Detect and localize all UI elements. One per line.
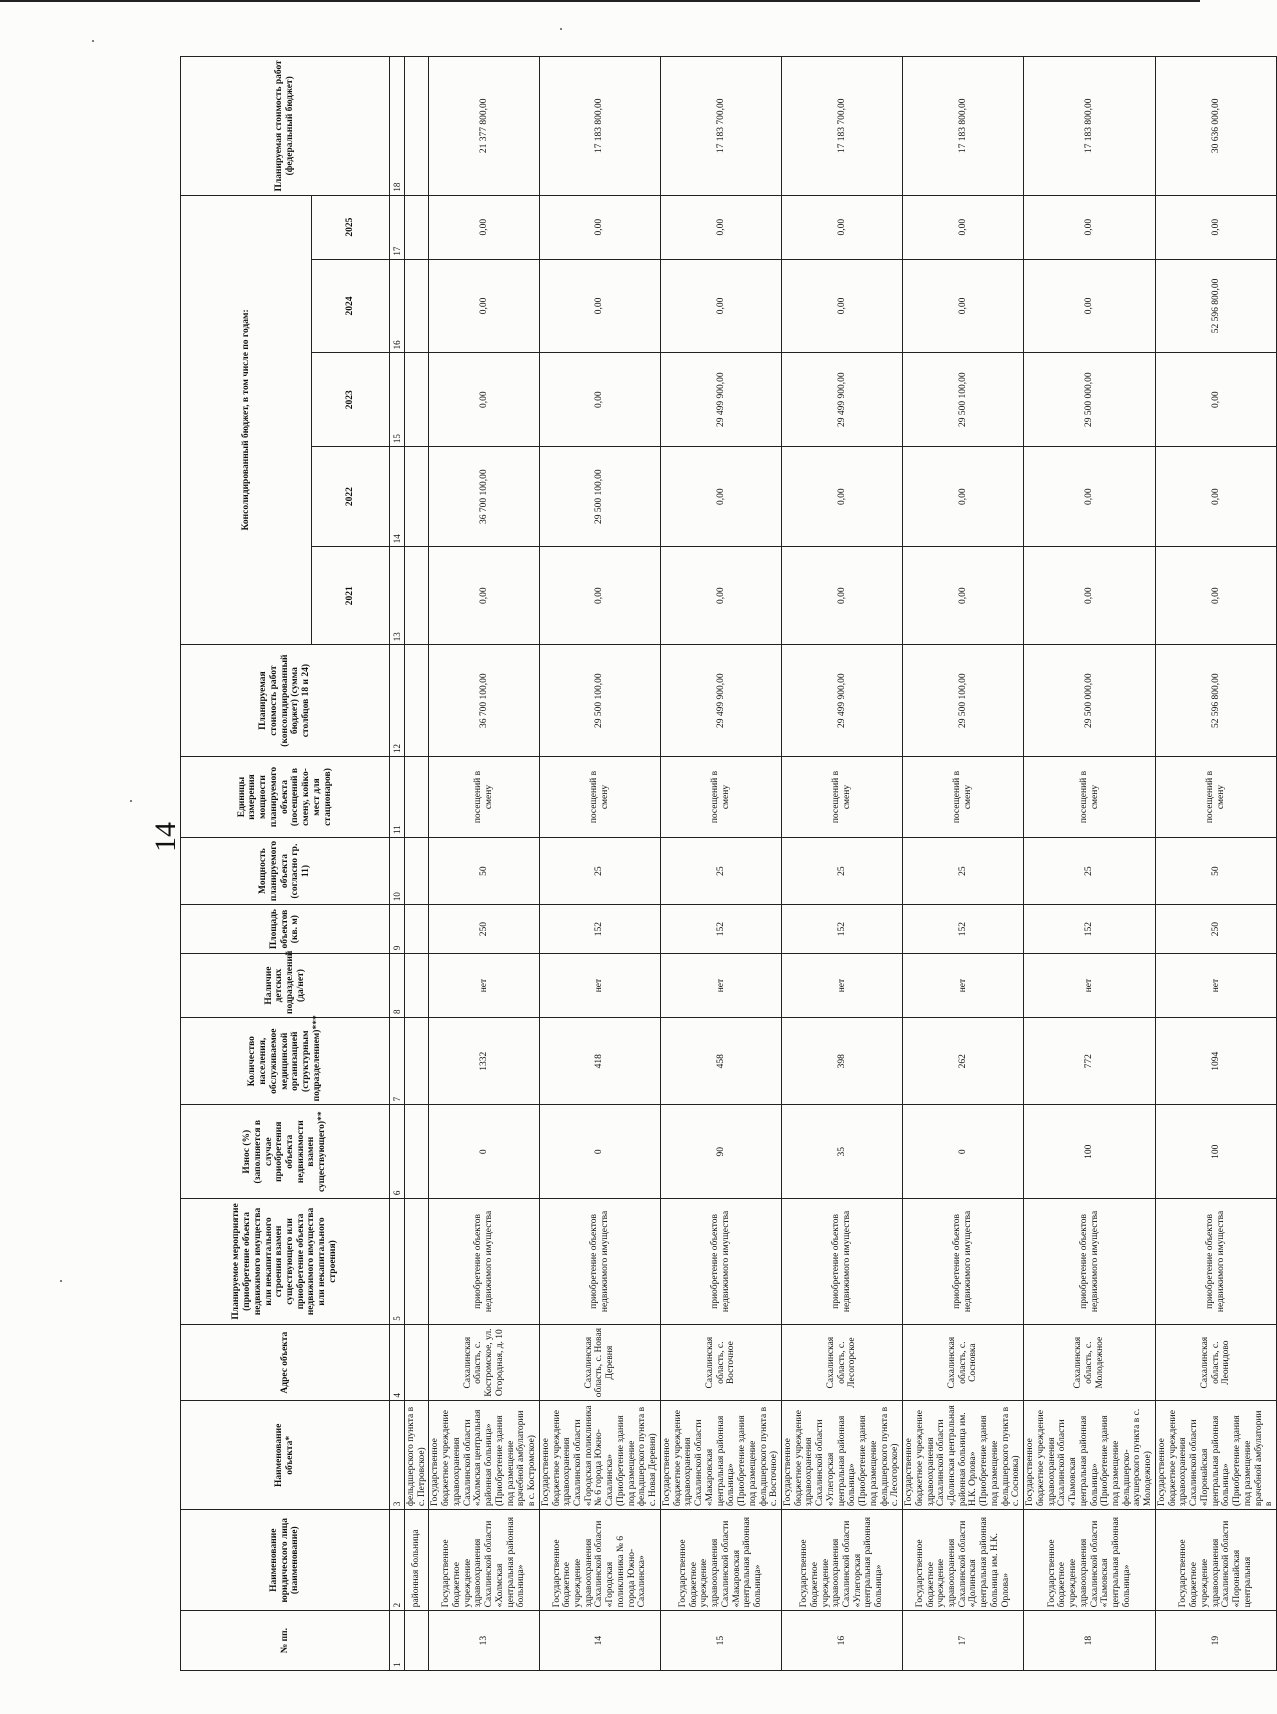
header-address: Адрес объекта (181, 1324, 390, 1401)
measure-cell: приобретение объектов недвижимого имущества (429, 1199, 539, 1325)
measure-cell: приобретение объектов недвижимого имущества (539, 1199, 660, 1325)
header-row (181, 57, 312, 1671)
unit-cell: посещений в смену (429, 757, 539, 838)
unit-cell: посещений в смену (660, 757, 781, 838)
header-legal-entity: Наименование юридического лица (наименование) (181, 1510, 390, 1611)
header-children: Наличие детских подразделений (да/нет) (181, 954, 390, 1018)
capacity-cell: 25 (1024, 838, 1156, 905)
address-cell: Сахалинская область, с. Молодежное (1024, 1324, 1156, 1401)
column-number-row (390, 57, 405, 1671)
table-row (781, 57, 902, 1671)
column-number: 10 (390, 838, 405, 905)
column-number: 12 (390, 645, 405, 757)
measure-cell: приобретение объектов недвижимого имущества (660, 1199, 781, 1325)
table-row (429, 57, 539, 1671)
area-cell: 250 (429, 905, 539, 954)
unit-cell: посещений в смену (1024, 757, 1156, 838)
federal-cost-cell: 30 636 000,00 (1155, 57, 1276, 196)
measure-cell: приобретение объектов недвижимого имущества (1024, 1199, 1156, 1325)
year-amount-cell: 0,00 (903, 195, 1024, 259)
row-number: 14 (539, 1611, 660, 1671)
wear-cell: 0 (429, 1105, 539, 1199)
object-name-cell: Государственное бюджетное учреждение здравоохранения Сахалинской области «Долинская центральная районная больница им. Н.К. Орлова» (Приобретение здания под размещение фельдшерского пункта в с. Сосновка) (903, 1401, 1024, 1510)
year-amount-cell: 0,00 (539, 259, 660, 353)
address-cell: Сахалинская область, с. Восточное (660, 1324, 781, 1401)
header-year: 2023 (312, 353, 390, 447)
continuation-object-name: фельдшерского пункта в с. Петровское) (405, 1401, 429, 1510)
column-number: 6 (390, 1105, 405, 1199)
population-cell: 418 (539, 1018, 660, 1105)
continuation-cell (405, 645, 429, 757)
year-amount-cell: 29 499 900,00 (660, 353, 781, 447)
table-row (660, 57, 781, 1671)
planned-cost-cell: 36 700 100,00 (429, 645, 539, 757)
page-number: 14 (149, 822, 182, 852)
year-amount-cell: 0,00 (1024, 547, 1156, 645)
children-cell: нет (781, 954, 902, 1018)
header-unit: Единицы измерения мощности планируемого объекта (посещений в смену, койко-мест для стационаров) (181, 757, 390, 838)
continuation-cell (405, 1105, 429, 1199)
table-row (903, 57, 1024, 1671)
header-capacity: Мощность планируемого объекта (согласно гр. 11) (181, 838, 390, 905)
capacity-cell: 25 (539, 838, 660, 905)
address-cell: Сахалинская область, с. Новая Деревня (539, 1324, 660, 1401)
continuation-row (405, 57, 429, 1671)
area-cell: 152 (660, 905, 781, 954)
year-amount-cell: 0,00 (539, 547, 660, 645)
continuation-cell (405, 57, 429, 196)
planned-cost-cell: 29 499 900,00 (660, 645, 781, 757)
year-amount-cell: 0,00 (539, 353, 660, 447)
year-amount-cell: 0,00 (781, 447, 902, 547)
column-number: 11 (390, 757, 405, 838)
continuation-legal-entity: районная больница (405, 1510, 429, 1611)
population-cell: 458 (660, 1018, 781, 1105)
capacity-cell: 25 (903, 838, 1024, 905)
area-cell: 152 (1024, 905, 1156, 954)
legal-entity-cell: Государственное бюджетное учреждение здравоохранения Сахалинской области «Углегорская центральная районная больница» (781, 1510, 902, 1611)
wear-cell: 0 (539, 1105, 660, 1199)
address-cell: Сахалинская область, с. Лесогорское (781, 1324, 902, 1401)
year-amount-cell: 36 700 100,00 (429, 447, 539, 547)
address-cell: Сахалинская область, с. Костромское, ул. Огородная, д. 10 (429, 1324, 539, 1401)
continuation-cell (405, 838, 429, 905)
header-year: 2021 (312, 547, 390, 645)
year-amount-cell: 0,00 (429, 195, 539, 259)
column-number: 5 (390, 1199, 405, 1325)
header-object-name: Наименование объекта* (181, 1401, 390, 1510)
wear-cell: 100 (1155, 1105, 1276, 1199)
column-number: 17 (390, 195, 405, 259)
row-number: 16 (781, 1611, 902, 1671)
continuation-cell (405, 1199, 429, 1325)
year-amount-cell: 0,00 (660, 195, 781, 259)
top-rule (0, 0, 1200, 2)
legal-entity-cell: Государственное бюджетное учреждение здравоохранения Сахалинской области «Тымовская центральная районная больница» (1024, 1510, 1156, 1611)
planned-cost-cell: 29 500 000,00 (1024, 645, 1156, 757)
object-name-cell: Государственное бюджетное учреждение здравоохранения Сахалинской области «Макаровская центральная районная больница» (Приобретение здания под размещение фельдшерского пункта в с. Восточное) (660, 1401, 781, 1510)
wear-cell: 90 (660, 1105, 781, 1199)
header-year: 2022 (312, 447, 390, 547)
unit-cell: посещений в смену (1155, 757, 1276, 838)
row-number: 17 (903, 1611, 1024, 1671)
object-name-cell: Государственное бюджетное учреждение здравоохранения Сахалинской области «Поронайская центральная районная больница» (Приобретение здания под размещение врачебной амбулатории в (1155, 1401, 1276, 1510)
unit-cell: посещений в смену (539, 757, 660, 838)
scan-speck (130, 800, 132, 802)
table-row (1024, 57, 1156, 1671)
children-cell: нет (903, 954, 1024, 1018)
header-wear: Износ (%) (заполняется в случае приобретения объекта недвижимости взамен существующего)** (181, 1105, 390, 1199)
continuation-cell (405, 757, 429, 838)
area-cell: 152 (903, 905, 1024, 954)
measure-cell: приобретение объектов недвижимого имущества (903, 1199, 1024, 1325)
scan-speck (92, 40, 94, 42)
scan-speck (60, 1280, 62, 1282)
column-number: 18 (390, 57, 405, 196)
year-amount-cell: 52 596 800,00 (1155, 259, 1276, 353)
wear-cell: 100 (1024, 1105, 1156, 1199)
year-amount-cell: 0,00 (660, 547, 781, 645)
children-cell: нет (1155, 954, 1276, 1018)
column-number: 2 (390, 1510, 405, 1611)
legal-entity-cell: Государственное бюджетное учреждение здравоохранения Сахалинской области «Поронайская центральная (1155, 1510, 1276, 1611)
header-no: № пп. (181, 1611, 390, 1671)
column-number: 13 (390, 547, 405, 645)
header-measure: Планируемое мероприятие (приобретение объекта недвижимого имущества или некапитального строения взамен существующего или приобретение объекта недвижимого имущества или некапитального строения) (181, 1199, 390, 1325)
planned-cost-cell: 52 596 800,00 (1155, 645, 1276, 757)
address-cell: Сахалинская область, с. Сосновка (903, 1324, 1024, 1401)
planned-cost-cell: 29 499 900,00 (781, 645, 902, 757)
header-consolidated: Консолидированный бюджет, в том числе по годам: (181, 195, 312, 645)
year-amount-cell: 29 499 900,00 (781, 353, 902, 447)
unit-cell: посещений в смену (903, 757, 1024, 838)
continuation-cell (405, 547, 429, 645)
legal-entity-cell: Государственное бюджетное учреждение здравоохранения Сахалинской области «Городская поликлиника № 6 города Южно-Сахалинска» (539, 1510, 660, 1611)
measure-cell: приобретение объектов недвижимого имущества (1155, 1199, 1276, 1325)
column-number: 15 (390, 353, 405, 447)
address-cell: Сахалинская область, с. Леонидово (1155, 1324, 1276, 1401)
continuation-cell (405, 353, 429, 447)
year-amount-cell: 0,00 (660, 259, 781, 353)
capacity-cell: 25 (781, 838, 902, 905)
year-amount-cell: 0,00 (1155, 195, 1276, 259)
column-number: 9 (390, 905, 405, 954)
children-cell: нет (1024, 954, 1156, 1018)
continuation-cell (405, 954, 429, 1018)
column-number: 3 (390, 1401, 405, 1510)
table-row (539, 57, 660, 1671)
row-number: 15 (660, 1611, 781, 1671)
continuation-cell (405, 195, 429, 259)
year-amount-cell: 0,00 (539, 195, 660, 259)
children-cell: нет (429, 954, 539, 1018)
year-amount-cell: 0,00 (903, 447, 1024, 547)
children-cell: нет (539, 954, 660, 1018)
year-amount-cell: 0,00 (1155, 353, 1276, 447)
object-name-cell: Государственное бюджетное учреждение здравоохранения Сахалинской области «Углегорская центральная районная больница» (Приобретение здания под размещение фельдшерского пункта в с. Лесогорское) (781, 1401, 902, 1510)
row-number: 18 (1024, 1611, 1156, 1671)
population-cell: 772 (1024, 1018, 1156, 1105)
column-number: 14 (390, 447, 405, 547)
legal-entity-cell: Государственное бюджетное учреждение здравоохранения Сахалинской области «Долинская центральная районная больница им. Н.К. Орлова» (903, 1510, 1024, 1611)
planned-cost-cell: 29 500 100,00 (539, 645, 660, 757)
federal-cost-cell: 21 377 800,00 (429, 57, 539, 196)
year-amount-cell: 29 500 100,00 (539, 447, 660, 547)
federal-cost-cell: 17 183 800,00 (1024, 57, 1156, 196)
capacity-cell: 25 (660, 838, 781, 905)
header-planned-cost: Планируемая стоимость работ (консолидированный бюджет) (сумма столбцов 18 и 24) (181, 645, 390, 757)
scan-speck (560, 28, 562, 30)
column-number: 16 (390, 259, 405, 353)
measure-cell: приобретение объектов недвижимого имущества (781, 1199, 902, 1325)
header-year: 2025 (312, 195, 390, 259)
column-number: 7 (390, 1018, 405, 1105)
continuation-cell (405, 1324, 429, 1401)
capacity-cell: 50 (1155, 838, 1276, 905)
rotated-sheet (180, 56, 1275, 1671)
year-amount-cell: 0,00 (781, 195, 902, 259)
header-population: Количество населения, обслуживаемое медицинской организацией (структурным подразделением)*** (181, 1018, 390, 1105)
federal-cost-cell: 17 183 700,00 (660, 57, 781, 196)
table-body (390, 57, 1277, 1671)
wear-cell: 35 (781, 1105, 902, 1199)
year-amount-cell: 0,00 (429, 547, 539, 645)
year-amount-cell: 0,00 (1024, 447, 1156, 547)
column-number: 1 (390, 1611, 405, 1671)
population-cell: 262 (903, 1018, 1024, 1105)
continuation-cell (405, 1611, 429, 1671)
area-cell: 250 (1155, 905, 1276, 954)
year-amount-cell: 0,00 (781, 259, 902, 353)
column-number: 4 (390, 1324, 405, 1401)
column-number: 8 (390, 954, 405, 1018)
continuation-cell (405, 447, 429, 547)
year-amount-cell: 0,00 (429, 353, 539, 447)
continuation-cell (405, 905, 429, 954)
year-amount-cell: 0,00 (1024, 195, 1156, 259)
header-year: 2024 (312, 259, 390, 353)
wear-cell: 0 (903, 1105, 1024, 1199)
area-cell: 152 (539, 905, 660, 954)
population-cell: 1094 (1155, 1018, 1276, 1105)
year-amount-cell: 29 500 000,00 (1024, 353, 1156, 447)
investment-table (180, 56, 1277, 1671)
year-amount-cell: 0,00 (660, 447, 781, 547)
population-cell: 398 (781, 1018, 902, 1105)
year-amount-cell: 0,00 (903, 547, 1024, 645)
object-name-cell: Государственное бюджетное учреждение здравоохранения Сахалинской области «Тымовская центральная районная больница» (Приобретение здания под размещение фельдшерско-акушерского пункта в с. Молодежное) (1024, 1401, 1156, 1510)
unit-cell: посещений в смену (781, 757, 902, 838)
table-row (1155, 57, 1276, 1671)
children-cell: нет (660, 954, 781, 1018)
header-federal: Планируемая стоимость работ (федеральный бюджет) (181, 57, 390, 196)
capacity-cell: 50 (429, 838, 539, 905)
federal-cost-cell: 17 183 700,00 (781, 57, 902, 196)
population-cell: 1332 (429, 1018, 539, 1105)
header-area: Площадь объектов (кв. м) (181, 905, 390, 954)
object-name-cell: Государственное бюджетное учреждение здравоохранения Сахалинской области «Холмская центральная районная больница» (Приобретение здания под размещение врачебной амбулатории в с. Костромское) (429, 1401, 539, 1510)
year-amount-cell: 0,00 (1155, 547, 1276, 645)
continuation-cell (405, 1018, 429, 1105)
legal-entity-cell: Государственное бюджетное учреждение здравоохранения Сахалинской области «Холмская центральная районная больница» (429, 1510, 539, 1611)
year-amount-cell: 0,00 (429, 259, 539, 353)
continuation-cell (405, 259, 429, 353)
year-amount-cell: 0,00 (1155, 447, 1276, 547)
year-amount-cell: 0,00 (781, 547, 902, 645)
federal-cost-cell: 17 183 800,00 (539, 57, 660, 196)
legal-entity-cell: Государственное бюджетное учреждение здравоохранения Сахалинской области «Макаровская центральная районная больница» (660, 1510, 781, 1611)
federal-cost-cell: 17 183 800,00 (903, 57, 1024, 196)
object-name-cell: Государственное бюджетное учреждение здравоохранения Сахалинской области «Городская поликлиника № 6 города Южно-Сахалинска» (Приобретение здания под размещение фельдшерского пункта в с. Новая Деревня) (539, 1401, 660, 1510)
year-amount-cell: 0,00 (903, 259, 1024, 353)
table-rotator (180, 56, 1275, 1671)
year-amount-cell: 29 500 100,00 (903, 353, 1024, 447)
area-cell: 152 (781, 905, 902, 954)
planned-cost-cell: 29 500 100,00 (903, 645, 1024, 757)
row-number: 13 (429, 1611, 539, 1671)
row-number: 19 (1155, 1611, 1276, 1671)
year-amount-cell: 0,00 (1024, 259, 1156, 353)
